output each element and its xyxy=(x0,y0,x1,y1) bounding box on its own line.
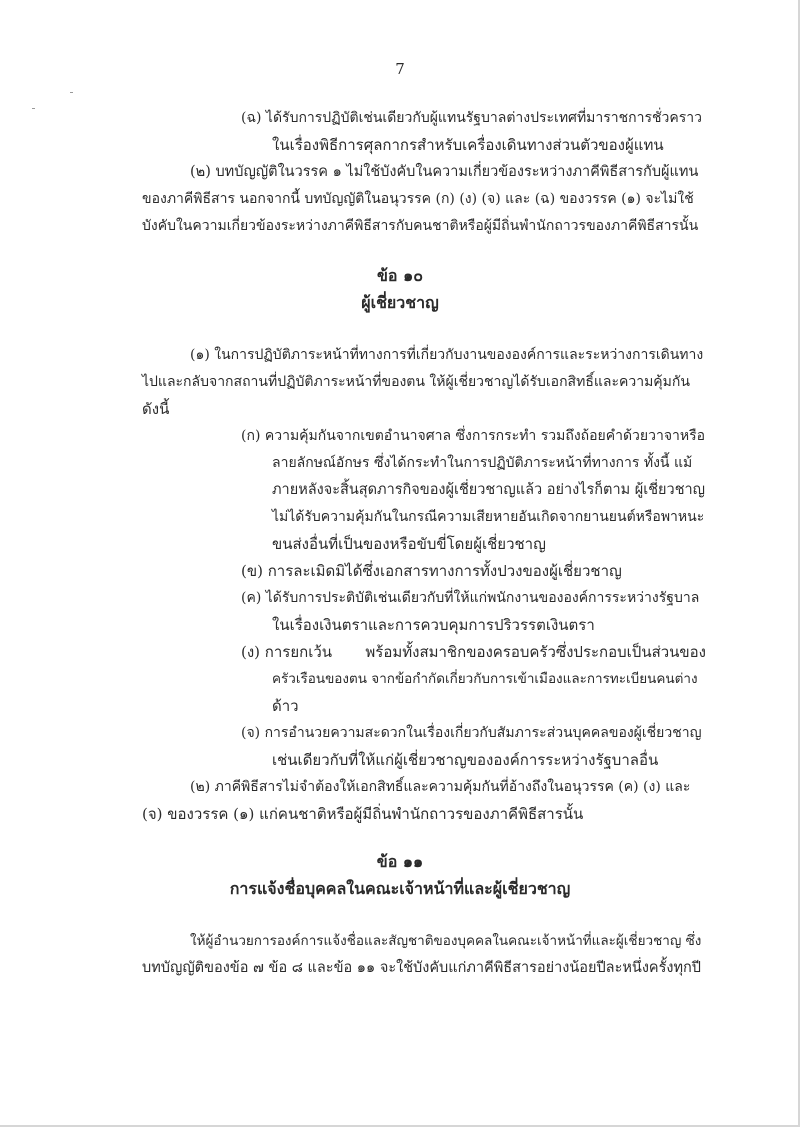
list-item: (จ) การอำนวยความสะดวกในเรื่องเกี่ยวกับสัมภาระส่วนบุคคลของผู้เชี่ยวชาญ xyxy=(241,725,702,741)
section-number: ข้อ ๑๑ xyxy=(376,852,424,871)
section-title: ผู้เชี่ยวชาญ xyxy=(361,293,439,312)
list-item: (ง) การยกเว้น พร้อมทั้งสมาชิกของครอบครัวซึ่งประกอบเป็นส่วนของ xyxy=(241,643,706,661)
scan-speck xyxy=(70,92,73,93)
scan-speck xyxy=(32,108,35,109)
list-item-continuation: ครัวเรือนของตน จากข้อกำกัดเกี่ยวกับการเข้าเมืองและการทะเบียนคนต่าง xyxy=(272,671,698,687)
list-item-continuation: ขนส่งอื่นที่เป็นของหรือขับขี่โดยผู้เชี่ยวชาญ xyxy=(272,535,546,553)
list-item: (ค) ได้รับการประติบัติเช่นเดียวกับที่ให้แก่พนักงานขององค์การระหว่างรัฐบาล xyxy=(241,590,700,606)
paragraph-line: ไปและกลับจากสถานที่ปฏิบัติภาระหน้าที่ของตน ให้ผู้เชี่ยวชาญได้รับเอกสิทธิ์และความคุ้มกัน xyxy=(142,374,690,390)
list-item-continuation: ลายลักษณ์อักษร ซึ่งได้กระทำในการปฏิบัติภาระหน้าที่ทางการ ทั้งนี้ แม้ xyxy=(272,455,693,471)
paragraph-line: ให้ผู้อำนวยการองค์การแจ้งชื่อและสัญชาติของบุคคลในคณะเจ้าหน้าที่และผู้เชี่ยวชาญ ซึ่ง xyxy=(190,933,702,949)
paragraph-line: บทบัญญัติของข้อ ๗ ข้อ ๘ และข้อ ๑๑ จะใช้บังคับแก่ภาคีพิธีสารอย่างน้อยปีละหนึ่งครั้งทุกปี xyxy=(142,960,702,976)
list-item-continuation: ในเรื่องเงินตราและการควบคุมการปริวรรตเงินตรา xyxy=(272,616,595,634)
list-item-continuation: ภายหลังจะสิ้นสุดภารกิจของผู้เชี่ยวชาญแล้ว อย่างไรก็ตาม ผู้เชี่ยวชาญ xyxy=(272,482,706,498)
paragraph-line: ในเรื่องพิธีการศุลกากรสำหรับเครื่องเดินทางส่วนตัวของผู้แทน xyxy=(272,136,664,154)
list-item-continuation: ไม่ได้รับความคุ้มกันในกรณีความเสียหายอันเกิดจากยานยนต์หรือพาหนะ xyxy=(272,509,705,525)
paragraph-line: บังคับในความเกี่ยวข้องระหว่างภาคีพิธีสารกับคนชาติหรือผู้มีถิ่นพำนักถาวรของภาคีพิธีสารนั้น xyxy=(142,218,699,234)
paragraph-line: ของภาคีพิธีสาร นอกจากนี้ บทบัญญัติในอนุวรรค (ก) (ง) (จ) และ (ฉ) ของวรรค (๑) จะไม่ใช้ xyxy=(142,191,694,207)
paragraph-line: (๑) ในการปฏิบัติภาระหน้าที่ทางการที่เกี่ยวกับงานขององค์การและระหว่างการเดินทาง xyxy=(190,347,704,363)
section-number: ข้อ ๑๐ xyxy=(376,266,424,285)
paragraph-line: ดังนี้ xyxy=(142,400,170,418)
page-number: 7 xyxy=(395,60,405,78)
paragraph-line: (ฉ) ได้รับการปฏิบัติเช่นเดียวกับผู้แทนรัฐบาลต่างประเทศที่มาราชการชั่วคราว xyxy=(241,110,702,126)
list-item: (ก) ความคุ้มกันจากเขตอำนาจศาล ซึ่งการกระทำ รวมถึงถ้อยคำด้วยวาจาหรือ xyxy=(241,428,706,444)
list-item-continuation: เช่นเดียวกับที่ให้แก่ผู้เชี่ยวชาญขององค์การระหว่างรัฐบาลอื่น xyxy=(272,751,659,769)
paragraph-line: (๒) ภาคีพิธีสารไม่จำต้องให้เอกสิทธิ์และความคุ้มกันที่อ้างถึงในอนุวรรค (ค) (ง) และ xyxy=(190,779,691,795)
paragraph-line: (๒) บทบัญญัติในวรรค ๑ ไม่ใช้บังคับในความเกี่ยวข้องระหว่างภาคีพิธีสารกับผู้แทน xyxy=(190,164,699,180)
list-item-continuation: ด้าว xyxy=(272,697,299,715)
list-item: (ข) การละเมิดมิได้ซึ่งเอกสารทางการทั้งปวงของผู้เชี่ยวชาญ xyxy=(241,562,622,580)
section-title: การแจ้งชื่อบุคคลในคณะเจ้าหน้าที่และผู้เชี่ยวชาญ xyxy=(229,879,571,898)
paragraph-line: (จ) ของวรรค (๑) แก่คนชาติหรือผู้มีถิ่นพำนักถาวรของภาคีพิธีสารนั้น xyxy=(142,805,584,823)
